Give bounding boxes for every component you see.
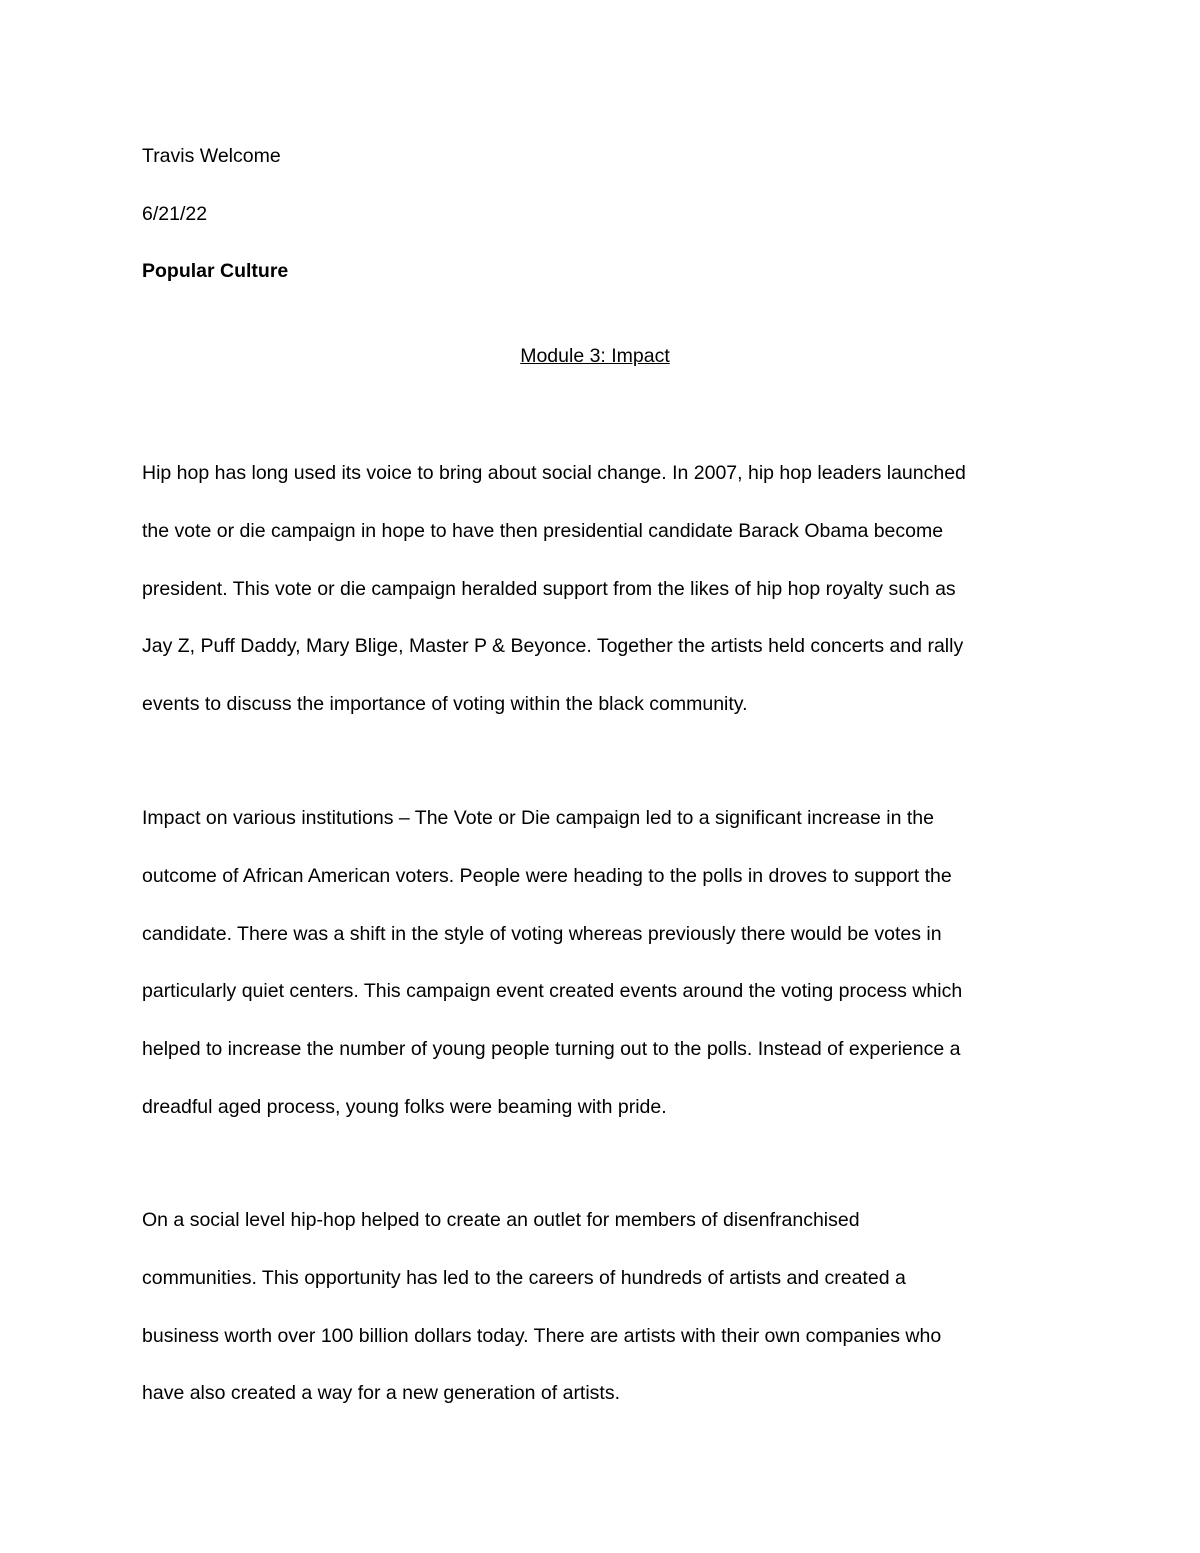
paragraph-line: have also created a way for a new generation of artists. (142, 1382, 621, 1405)
paragraph-line: particularly quiet centers. This campaign event created events around the voting process which (142, 980, 963, 1003)
document-title: Module 3: Impact (520, 345, 670, 367)
paragraph-line: events to discuss the importance of voting within the black community. (142, 693, 748, 716)
paragraph-line: outcome of African American voters. People were heading to the polls in droves to support the (142, 864, 952, 887)
paragraph-line: On a social level hip-hop helped to create an outlet for members of disenfranchised (142, 1209, 860, 1231)
course-name: Popular Culture (142, 260, 289, 282)
paragraph-line: Impact on various institutions – The Vote or Die campaign led to a significant increase in the (142, 807, 934, 829)
paragraph-3 (142, 1208, 941, 1439)
paragraph-line: dreadful aged process, young folks were beaming with pride. (142, 1095, 667, 1118)
paragraph-line: Jay Z, Puff Daddy, Mary Blige, Master P & Beyonce. Together the artists held concerts and rally (142, 635, 964, 658)
paragraph-1 (142, 461, 966, 750)
paragraph-line: the vote or die campaign in hope to have then presidential candidate Barack Obama become (142, 519, 944, 542)
author-name: Travis Welcome (142, 145, 281, 167)
paragraph-line: president. This vote or die campaign heralded support from the likes of hip hop royalty such as (142, 577, 956, 600)
document-date: 6/21/22 (142, 203, 208, 225)
paragraph-line: candidate. There was a shift in the style of voting whereas previously there would be votes in (142, 922, 942, 945)
paragraph-line: business worth over 100 billion dollars today. There are artists with their own companies who (142, 1324, 942, 1347)
paragraph-2 (142, 806, 962, 1153)
paragraph-line: Hip hop has long used its voice to bring about social change. In 2007, hip hop leaders launched (142, 462, 966, 484)
paragraph-line: communities. This opportunity has led to the careers of hundreds of artists and created a (142, 1266, 906, 1289)
paragraph-line: helped to increase the number of young people turning out to the polls. Instead of experience a (142, 1038, 961, 1061)
